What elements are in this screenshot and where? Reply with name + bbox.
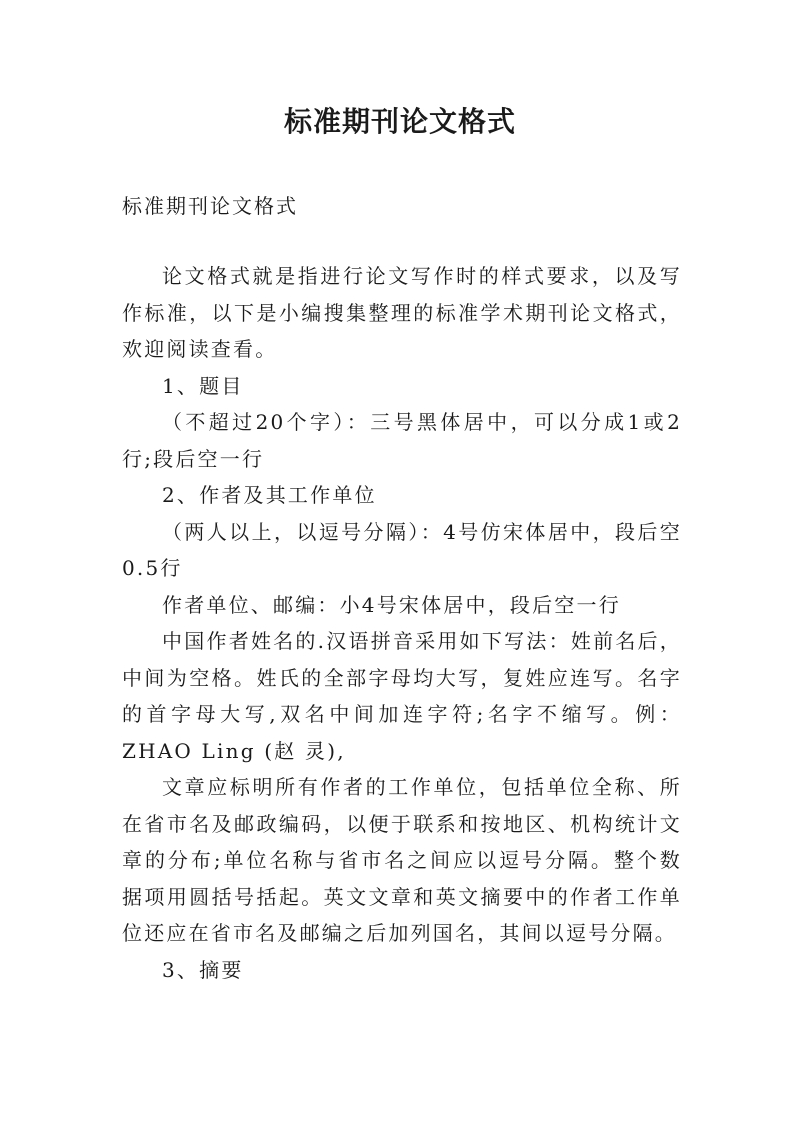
document-body bbox=[122, 258, 682, 988]
document-subtitle: 标准期刊论文格式 bbox=[122, 194, 298, 218]
author-rule-paragraph: （两人以上，以逗号分隔）：4号仿宋体居中，段后空0.5行 bbox=[122, 519, 682, 580]
section-heading-title: 1、题目 bbox=[162, 373, 244, 398]
section-heading-abstract: 3、摘要 bbox=[162, 957, 244, 982]
title-rule-paragraph: （不超过20个字）：三号黑体居中，可以分成1或2行;段后空一行 bbox=[122, 410, 682, 471]
affiliation-detail-paragraph: 文章应标明所有作者的工作单位，包括单位全称、所在省市名及邮政编码，以便于联系和按地区、机构统计文章的分布;单位名称与省市名之间应以逗号分隔。整个数据项用圆括号括起。英文文章和英文摘要中的作者工作单位还应在省市名及邮编之后加列国名，其间以逗号分隔。 bbox=[122, 775, 682, 945]
affiliation-rule-paragraph: 作者单位、邮编：小4号宋体居中，段后空一行 bbox=[162, 592, 621, 617]
section-heading-author: 2、作者及其工作单位 bbox=[162, 483, 377, 507]
intro-paragraph: 论文格式就是指进行论文写作时的样式要求，以及写作标准，以下是小编搜集整理的标准学术期刊论文格式，欢迎阅读查看。 bbox=[122, 264, 682, 361]
document-title: 标准期刊论文格式 bbox=[283, 105, 516, 138]
pinyin-rule-paragraph: 中国作者姓名的.汉语拼音采用如下写法：姓前名后，中间为空格。姓氏的全部字母均大写，复姓应连写。名字的首字母大写,双名中间加连字符;名字不缩写。例：ZHAO Ling (赵 灵), bbox=[122, 629, 682, 763]
